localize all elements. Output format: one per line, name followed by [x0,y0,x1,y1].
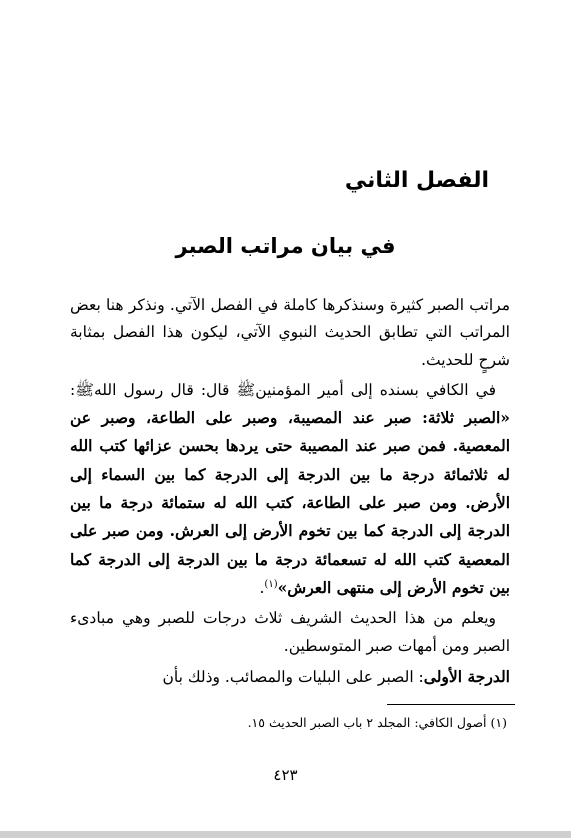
paragraph-2-said: قال: قال رسول الله [93,380,237,399]
footnote-divider [387,704,515,705]
paragraph-2-end: . [259,578,265,597]
section-title: في بيان مراتب الصبر [175,234,396,258]
scan-edge [0,831,571,838]
paragraph-4 [70,663,510,691]
hadith-quote: «الصبر ثلاثة: صبر عند المصيبة، وصبر على الطاعة، وصبر عن المعصية. فمن صبر عند المصيبة حتى يردها بحسن عزائها كتب الله له ثلاثمائة درجة ما بين الدرجة إلى الدرجة كما بين السماء إلى الأرض. ومن صبر على الطاعة، كتب الله له ستمائة درجة ما بين الدرجة إلى الدرجة كما بين تخوم الأرض إلى العرش. ومن صبر على المعصية كتب الله له تسعمائة درجة ما بين الدرجة إلى الدرجة كما بين تخوم الأرض إلى منتهى العرش» [70,408,510,597]
honorific-glyph: ﷺ [75,380,94,399]
chapter-title: الفصل الثاني [344,168,489,193]
footnote: (١) أصول الكافي: المجلد ٢ باب الصبر الحديث ١٥. [247,715,507,730]
paragraph-1: مراتب الصبر كثيرة وسنذكرها كاملة في الفصل الآتي. ونذكر هنا بعض المراتب التي تطابق الحديث النبوي الآتي، ليكون هذا الفصل بمثابة شرحٍ للحديث. [70,296,510,369]
footnote-ref[interactable]: (١) [264,578,278,590]
paragraph-4-text: : الصبر على البليات والمصائب. وذلك بأن [162,667,424,686]
paragraph-2-colon: : [70,380,76,399]
first-degree-label: الدرجة الأولى [423,666,510,686]
paragraph-3: ويعلم من هذا الحديث الشريف ثلاث درجات للصبر وهي مبادىء الصبر ومن أمهات صبر المتوسطين. [70,609,510,655]
body-text [70,292,510,691]
honorific-glyph: ﷺ [236,380,256,399]
paragraph-2 [70,377,510,602]
page-number: ٤٢٣ [273,766,298,784]
paragraph-2-intro: في الكافي بسنده إلى أمير المؤمنين [255,380,496,399]
